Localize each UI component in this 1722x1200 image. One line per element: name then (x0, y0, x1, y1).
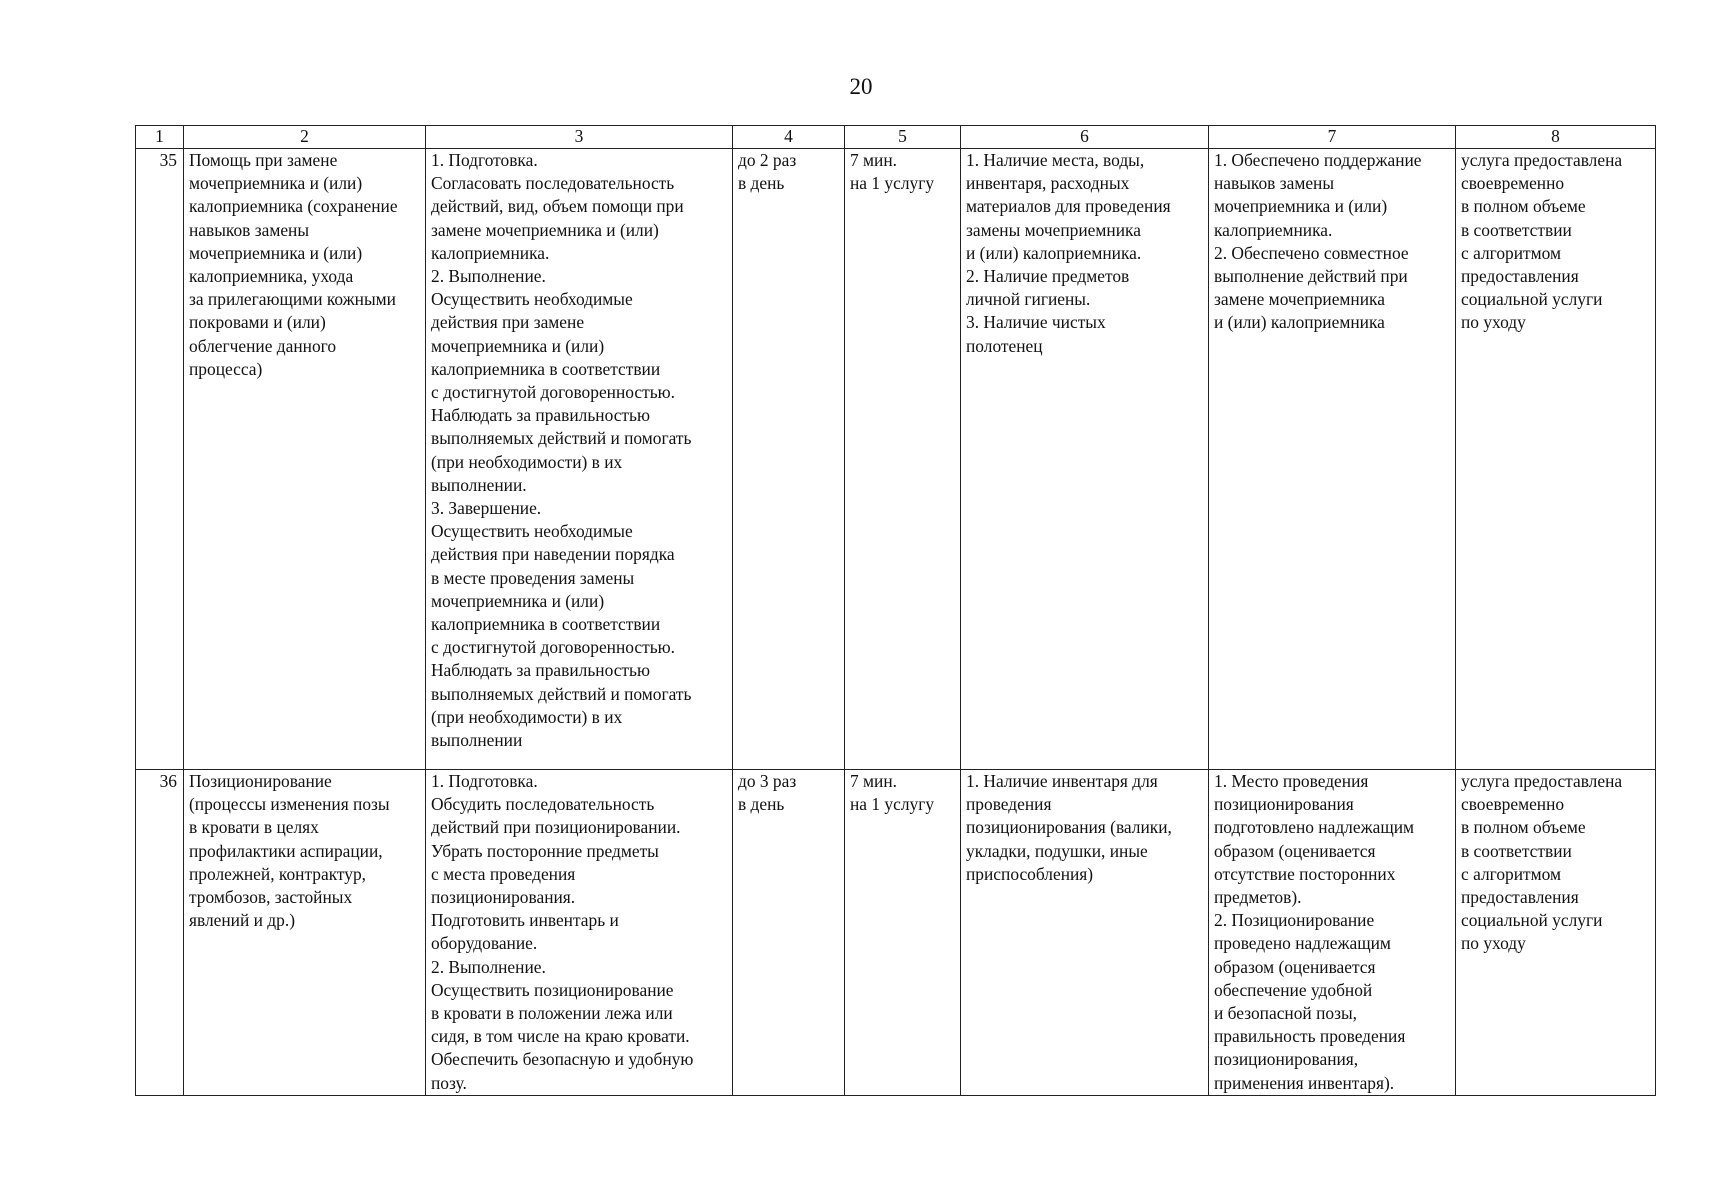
cell-text-line: приспособления) (966, 863, 1094, 884)
cell-text-line: до 3 раз (738, 771, 797, 791)
cell-text-line: замене мочеприемника и (или) (431, 219, 659, 240)
cell-text-line: в кровати в положении лежа или (431, 1003, 673, 1024)
cell-text-line: Осуществить необходимые (431, 521, 633, 542)
cell-text-line: явлений и др.) (189, 910, 295, 931)
cell-text-line: подготовлено надлежащим (1214, 817, 1415, 838)
cell-text-line: замене мочеприемника (1214, 289, 1385, 310)
cell-text-line: действия при замене (431, 312, 585, 333)
table-row (136, 149, 1656, 770)
cell-text-line: мочеприемника и (или) (189, 173, 363, 194)
cell-text-line: предметов). (1214, 887, 1302, 908)
cell-text-line: и (или) калоприемника. (966, 242, 1142, 263)
cell-text-line: калоприемника в соответствии (431, 614, 661, 635)
cell-text-line: облегчение данного (189, 335, 337, 356)
cell-text-line: позиционирования. (431, 887, 576, 908)
cell-text-line: Согласовать последовательность (431, 173, 675, 194)
cell-text-line: по уходу (1461, 312, 1526, 333)
cell-text-line: в кровати в целях (189, 817, 319, 838)
cell-text-line: социальной услуги (1461, 289, 1603, 310)
cell-text-line: мочеприемника и (или) (1214, 196, 1388, 217)
cell-text-line: 2. Позиционирование (1214, 910, 1375, 931)
column-header-7: 7 (1209, 126, 1456, 149)
cell-text-line: образом (оценивается (1214, 956, 1376, 977)
service-name-cell (184, 149, 426, 770)
cell-text-line: 7 мин. (850, 150, 898, 170)
cell-text-line: 1. Обеспечено поддержание (1214, 150, 1422, 170)
cell-text-line: действий, вид, объем помощи при (431, 196, 684, 217)
cell-text-line: мочеприемника и (или) (189, 242, 363, 263)
cell-text-line: 1. Наличие инвентаря для (966, 771, 1158, 791)
cell-text-line: позиционирования, (1214, 1049, 1359, 1070)
cell-text-line: за прилегающими кожными (189, 289, 396, 310)
cell-text-line: (при необходимости) в их (431, 451, 623, 472)
cell-text-line: 1. Место проведения (1214, 771, 1369, 791)
cell-text-line: позиционирования (1214, 794, 1354, 815)
cell-text-line: калоприемника. (1214, 219, 1333, 240)
cell-text-line: выполнение действий при (1214, 266, 1408, 287)
cell-text-line: действий при позиционировании. (431, 817, 681, 838)
cell-text-line: выполняемых действий и помогать (431, 428, 692, 449)
duration-cell (845, 149, 961, 770)
cell-text-line: Убрать посторонние предметы (431, 840, 659, 861)
cell-text-line: 1. Наличие места, воды, (966, 150, 1145, 170)
cell-text-line: 3. Наличие чистых (966, 312, 1106, 333)
row-number: 35 (136, 149, 184, 770)
cell-text-line: в день (738, 173, 785, 194)
quality-indicators-cell (1209, 770, 1456, 1096)
cell-text-line: калоприемника, ухода (189, 266, 354, 287)
column-header-6: 6 (961, 126, 1209, 149)
service-description-cell (426, 149, 733, 770)
cell-text-line: Осуществить позиционирование (431, 979, 674, 1000)
cell-text-line: на 1 услугу (850, 173, 935, 194)
cell-text-line: предоставления (1461, 266, 1579, 287)
cell-text-line: позу. (431, 1072, 467, 1093)
cell-text-line: сидя, в том числе на краю кровати. (431, 1026, 690, 1047)
cell-text-line: оборудование. (431, 933, 538, 954)
cell-text-line: процесса) (189, 358, 263, 379)
cell-text-line: мочеприемника и (или) (431, 335, 605, 356)
cell-text-line: проведено надлежащим (1214, 933, 1391, 954)
cell-text-line: социальной услуги (1461, 910, 1603, 931)
frequency-cell (733, 149, 845, 770)
cell-text-line: полотенец (966, 335, 1043, 356)
cell-text-line: выполняемых действий и помогать (431, 683, 692, 704)
cell-text-line: (при необходимости) в их (431, 706, 623, 727)
cell-text-line: материалов для проведения (966, 196, 1171, 217)
conditions-cell (961, 149, 1209, 770)
cell-text-line: своевременно (1461, 173, 1565, 194)
service-name-cell (184, 770, 426, 1096)
cell-text-line: проведения (966, 794, 1052, 815)
cell-text-line: Помощь при замене (189, 150, 338, 170)
cell-text-line: предоставления (1461, 887, 1579, 908)
table-row (136, 770, 1656, 1096)
column-header-5: 5 (845, 126, 961, 149)
cell-text-line: Осуществить необходимые (431, 289, 633, 310)
cell-text-line: навыков замены (189, 219, 310, 240)
cell-text-line: по уходу (1461, 933, 1526, 954)
duration-cell (845, 770, 961, 1096)
cell-text-line: профилактики аспирации, (189, 840, 383, 861)
column-header-2: 2 (184, 126, 426, 149)
cell-text-line: 3. Завершение. (431, 498, 542, 519)
page-number: 20 (849, 74, 873, 99)
cell-text-line: с места проведения (431, 863, 576, 884)
cell-text-line: Позиционирование (189, 771, 332, 791)
cell-text-line: Обсудить последовательность (431, 794, 655, 815)
cell-text-line: Наблюдать за правильностью (431, 405, 650, 426)
cell-text-line: замены мочеприемника (966, 219, 1141, 240)
cell-text-line: калоприемника. (431, 242, 550, 263)
cell-text-line: 2. Выполнение. (431, 956, 546, 977)
cell-text-line: с алгоритмом (1461, 863, 1561, 884)
cell-text-line: образом (оценивается (1214, 840, 1376, 861)
cell-text-line: своевременно (1461, 794, 1565, 815)
column-header-4: 4 (733, 126, 845, 149)
cell-text-line: Обеспечить безопасную и удобную (431, 1049, 694, 1070)
cell-text-line: личной гигиены. (966, 289, 1091, 310)
cell-text-line: 1. Подготовка. (431, 150, 538, 170)
cell-text-line: выполнении. (431, 474, 527, 495)
cell-text-line: покровами и (или) (189, 312, 326, 333)
cell-text-line: отсутствие посторонних (1214, 863, 1396, 884)
cell-text-line: в день (738, 794, 785, 815)
cell-text-line: действия при наведении порядка (431, 544, 675, 565)
cell-text-line: с достигнутой договоренностью. (431, 382, 675, 403)
evaluation-cell (1456, 770, 1656, 1096)
quality-indicators-cell (1209, 149, 1456, 770)
cell-text-line: (процессы изменения позы (189, 794, 390, 815)
cell-text-line: с алгоритмом (1461, 242, 1561, 263)
column-header-8: 8 (1456, 126, 1656, 149)
evaluation-cell (1456, 149, 1656, 770)
cell-text-line: калоприемника в соответствии (431, 358, 661, 379)
cell-text-line: навыков замены (1214, 173, 1335, 194)
cell-text-line: в соответствии (1461, 840, 1572, 861)
cell-text-line: Подготовить инвентарь и (431, 910, 619, 931)
cell-text-line: укладки, подушки, иные (966, 840, 1148, 861)
row-number: 36 (136, 770, 184, 1096)
cell-text-line: Наблюдать за правильностью (431, 660, 650, 681)
cell-text-line: в полном объеме (1461, 196, 1586, 217)
cell-text-line: инвентаря, расходных (966, 173, 1130, 194)
column-number-row (136, 126, 1656, 149)
cell-text-line: в соответствии (1461, 219, 1572, 240)
cell-text-line: выполнении (431, 730, 523, 751)
cell-text-line: до 2 раз (738, 150, 797, 170)
cell-text-line: и безопасной позы, (1214, 1003, 1357, 1024)
conditions-cell (961, 770, 1209, 1096)
frequency-cell (733, 770, 845, 1096)
cell-text-line: 2. Обеспечено совместное (1214, 242, 1409, 263)
cell-text-line: 7 мин. (850, 771, 898, 791)
cell-text-line: услуга предоставлена (1461, 771, 1623, 791)
cell-text-line: в месте проведения замены (431, 567, 635, 588)
column-header-3: 3 (426, 126, 733, 149)
service-description-cell (426, 770, 733, 1096)
cell-text-line: мочеприемника и (или) (431, 590, 605, 611)
cell-text-line: обеспечение удобной (1214, 979, 1373, 1000)
cell-text-line: позиционирования (валики, (966, 817, 1172, 838)
column-header-1: 1 (136, 126, 184, 149)
cell-text-line: калоприемника (сохранение (189, 196, 398, 217)
cell-text-line: 1. Подготовка. (431, 771, 538, 791)
cell-text-line: применения инвентаря). (1214, 1072, 1395, 1093)
cell-text-line: тромбозов, застойных (189, 887, 353, 908)
cell-text-line: 2. Наличие предметов (966, 266, 1130, 287)
cell-text-line: услуга предоставлена (1461, 150, 1623, 170)
cell-text-line: на 1 услугу (850, 794, 935, 815)
services-table (135, 125, 1656, 1096)
cell-text-line: с достигнутой договоренностью. (431, 637, 675, 658)
cell-text-line: и (или) калоприемника (1214, 312, 1385, 333)
cell-text-line: 2. Выполнение. (431, 266, 546, 287)
cell-text-line: в полном объеме (1461, 817, 1586, 838)
cell-text-line: правильность проведения (1214, 1026, 1406, 1047)
cell-text-line: пролежней, контрактур, (189, 863, 367, 884)
